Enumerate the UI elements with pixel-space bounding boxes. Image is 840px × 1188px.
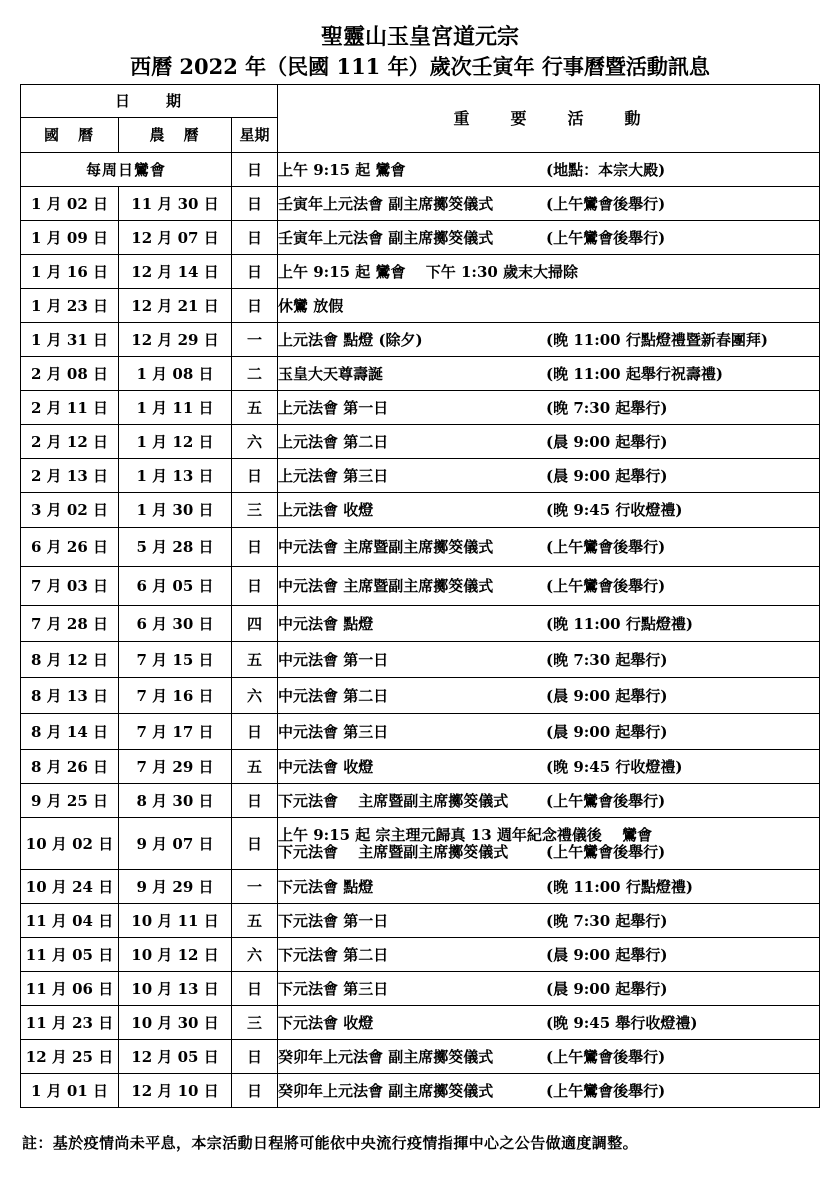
lunar-date: 9 月 29 日 [119,870,232,904]
lunar-date: 10 月 11 日 [119,904,232,938]
activity-cell [278,642,820,678]
table-row [21,904,820,938]
activity-note: (晚 7:30 起舉行) [546,650,668,669]
activity-text: 中元法會 主席暨副主席擲筊儀式 [278,577,494,595]
document-subtitle: 西曆 2022 年（民國 111 年）歲次壬寅年 行事曆暨活動訊息 [130,54,710,79]
table-row [21,1074,820,1108]
solar-date: 10 月 02 日 [21,818,119,870]
weekday: 日 [232,289,278,323]
activity-note: (晚 9:45 行收燈禮) [546,757,683,776]
activity-note: (晚 11:00 行點燈禮) [546,614,693,633]
weekday: 日 [232,459,278,493]
activity-text: 下元法會 第二日 [278,945,389,964]
weekday: 六 [232,678,278,714]
activity-note: (晨 9:00 起舉行) [546,686,668,705]
lunar-date: 1 月 30 日 [119,493,232,528]
lunar-date: 12 月 05 日 [119,1040,232,1074]
activity-text: 休鸞 放假 [278,296,344,315]
activity-cell [278,323,820,357]
solar-date: 8 月 13 日 [21,678,119,714]
weekday: 日 [232,528,278,567]
activity-note: (晨 9:00 起舉行) [546,432,668,451]
table-row [21,567,820,606]
activity-text: 中元法會 點燈 [278,614,374,633]
lunar-date: 7 月 29 日 [119,750,232,784]
lunar-date-header: 農 曆 [119,118,232,153]
solar-date: 11 月 05 日 [21,938,119,972]
weekly-activity: 上午 9:15 起 鸞會 [278,160,406,179]
lunar-date: 1 月 12 日 [119,425,232,459]
activity-cell [278,678,820,714]
activity-cell [278,289,820,323]
weekday: 四 [232,606,278,642]
lunar-date: 12 月 21 日 [119,289,232,323]
footnote: 註：基於疫情尚未平息，本宗活動日程將可能依中央流行疫情指揮中心之公告做適度調整。 [22,1134,639,1152]
activity-note: (晚 9:45 行收燈禮) [546,501,683,519]
activity-header: 重 要 活 動 [278,85,820,153]
activity-text: 上午 9:15 起 宗主理元歸真 13 週年紀念禮儀後 鸞會 [278,825,653,844]
activity-text: 壬寅年上元法會 副主席擲筊儀式 [278,228,494,247]
activity-text: 癸卯年上元法會 副主席擲筊儀式 [278,1081,494,1100]
table-row [21,1040,820,1074]
activity-cell [278,357,820,391]
activity-text: 上元法會 收燈 [278,501,374,519]
solar-date: 2 月 12 日 [21,425,119,459]
lunar-date: 10 月 12 日 [119,938,232,972]
activity-note: (晨 9:00 起舉行) [546,466,668,485]
table-row [21,714,820,750]
weekday: 六 [232,938,278,972]
solar-date: 7 月 28 日 [21,606,119,642]
weekday: 二 [232,357,278,391]
activity-note: (晚 7:30 起舉行) [546,398,668,417]
activity-text: 上元法會 第一日 [278,398,389,417]
activity-text: 中元法會 收燈 [278,757,374,776]
schedule-table [20,84,820,1108]
activity-text: 上午 9:15 起 鸞會 下午 1:30 歲末大掃除 [278,262,579,281]
solar-date: 8 月 12 日 [21,642,119,678]
lunar-date: 12 月 07 日 [119,221,232,255]
activity-cell [278,750,820,784]
activity-cell [278,606,820,642]
activity-cell [278,818,820,870]
activity-text: 下元法會 第三日 [278,979,389,998]
solar-date: 3 月 02 日 [21,493,119,528]
table-row [21,187,820,221]
lunar-date: 12 月 29 日 [119,323,232,357]
weekday: 一 [232,870,278,904]
solar-date: 1 月 23 日 [21,289,119,323]
solar-date: 12 月 25 日 [21,1040,119,1074]
table-row [21,255,820,289]
table-row [21,938,820,972]
solar-date: 1 月 02 日 [21,187,119,221]
weekly-activity-cell [278,153,820,187]
activity-cell [278,904,820,938]
lunar-date: 12 月 10 日 [119,1074,232,1108]
activity-cell [278,187,820,221]
solar-date: 11 月 04 日 [21,904,119,938]
activity-note: (晚 7:30 起舉行) [546,911,668,930]
activity-cell [278,459,820,493]
activity-text: 上元法會 第二日 [278,432,389,451]
solar-date: 1 月 01 日 [21,1074,119,1108]
weekday: 日 [232,1040,278,1074]
table-row [21,289,820,323]
weekday: 一 [232,323,278,357]
activity-text: 上元法會 第三日 [278,466,389,485]
weekday: 日 [232,1074,278,1108]
table-row [21,459,820,493]
activity-note: (上午鸞會後舉行) [546,538,666,556]
lunar-date: 1 月 08 日 [119,357,232,391]
table-row [21,221,820,255]
activity-cell [278,1040,820,1074]
lunar-date: 7 月 16 日 [119,678,232,714]
activity-note: (上午鸞會後舉行) [546,228,666,247]
activity-text: 上元法會 點燈 (除夕) [278,330,423,349]
solar-date: 2 月 08 日 [21,357,119,391]
activity-cell [278,972,820,1006]
weekday: 日 [232,187,278,221]
activity-note: (晚 11:00 行點燈禮) [546,877,693,896]
activity-cell [278,567,820,606]
solar-date: 7 月 03 日 [21,567,119,606]
weekday: 五 [232,642,278,678]
activity-note: (上午鸞會後舉行) [546,1081,666,1100]
table-row [21,818,820,870]
activity-cell [278,221,820,255]
weekly-weekday: 日 [232,153,278,187]
activity-note: (上午鸞會後舉行) [546,842,666,861]
solar-date: 8 月 14 日 [21,714,119,750]
weekday: 日 [232,972,278,1006]
activity-cell [278,1006,820,1040]
weekday: 五 [232,750,278,784]
lunar-date: 10 月 30 日 [119,1006,232,1040]
table-row [21,678,820,714]
table-row [21,972,820,1006]
document-title: 聖靈山玉皇宮道元宗 [320,24,519,50]
table-row [21,425,820,459]
activity-note: (晨 9:00 起舉行) [546,722,668,741]
activity-note: (上午鸞會後舉行) [546,1047,666,1066]
weekday: 五 [232,391,278,425]
activity-text: 玉皇大天尊壽誕 [278,364,384,383]
lunar-date: 7 月 17 日 [119,714,232,750]
activity-cell [278,528,820,567]
activity-text: 中元法會 第三日 [278,722,389,741]
weekday: 日 [232,784,278,818]
activity-text: 下元法會 收燈 [278,1013,374,1032]
activity-cell [278,493,820,528]
solar-date: 11 月 06 日 [21,972,119,1006]
weekday: 日 [232,221,278,255]
lunar-date: 8 月 30 日 [119,784,232,818]
table-row [21,642,820,678]
table-row [21,870,820,904]
activity-text: 中元法會 主席暨副主席擲筊儀式 [278,538,494,556]
activity-note: (晨 9:00 起舉行) [546,945,668,964]
activity-text: 中元法會 第二日 [278,686,389,705]
table-row [21,750,820,784]
solar-date: 10 月 24 日 [21,870,119,904]
weekday-header: 星期 [232,118,278,153]
lunar-date: 7 月 15 日 [119,642,232,678]
activity-cell [278,870,820,904]
activity-text: 下元法會 主席暨副主席擲筊儀式 [278,842,509,861]
table-row [21,493,820,528]
solar-date: 1 月 16 日 [21,255,119,289]
table-row [21,606,820,642]
activity-cell [278,425,820,459]
activity-note: (晚 9:45 舉行收燈禮) [546,1013,698,1032]
activity-cell [278,714,820,750]
lunar-date: 6 月 30 日 [119,606,232,642]
table-row [21,528,820,567]
weekday: 五 [232,904,278,938]
activity-text: 下元法會 點燈 [278,877,374,896]
activity-cell [278,938,820,972]
activity-note: (晚 11:00 行點燈禮暨新春團拜) [546,330,768,349]
lunar-date: 5 月 28 日 [119,528,232,567]
weekday: 三 [232,1006,278,1040]
table-row [21,323,820,357]
activity-note: (上午鸞會後舉行) [546,194,666,213]
activity-note: (晨 9:00 起舉行) [546,979,668,998]
solar-date: 2 月 13 日 [21,459,119,493]
solar-date-header: 國 曆 [21,118,119,153]
solar-date: 2 月 11 日 [21,391,119,425]
lunar-date: 1 月 13 日 [119,459,232,493]
weekly-label: 每周日鸞會 [21,153,232,187]
lunar-date: 6 月 05 日 [119,567,232,606]
activity-cell [278,391,820,425]
activity-cell [278,784,820,818]
solar-date: 11 月 23 日 [21,1006,119,1040]
activity-text: 下元法會 第一日 [278,911,389,930]
activity-text: 壬寅年上元法會 副主席擲筊儀式 [278,194,494,213]
weekday: 日 [232,818,278,870]
solar-date: 6 月 26 日 [21,528,119,567]
table-row [21,357,820,391]
lunar-date: 9 月 07 日 [119,818,232,870]
table-row [21,784,820,818]
activity-note: (上午鸞會後舉行) [546,791,666,810]
activity-cell [278,255,820,289]
activity-text: 癸卯年上元法會 副主席擲筊儀式 [278,1047,494,1066]
lunar-date: 11 月 30 日 [119,187,232,221]
weekly-note: (地點：本宗大殿) [546,160,666,179]
solar-date: 1 月 31 日 [21,323,119,357]
activity-cell [278,1074,820,1108]
weekday: 日 [232,567,278,606]
activity-note: (晚 11:00 起舉行祝壽禮) [546,364,723,383]
weekday: 六 [232,425,278,459]
solar-date: 1 月 09 日 [21,221,119,255]
table-row [21,1006,820,1040]
lunar-date: 10 月 13 日 [119,972,232,1006]
activity-note: (上午鸞會後舉行) [546,577,666,595]
weekday: 三 [232,493,278,528]
weekly-row [21,153,820,187]
solar-date: 8 月 26 日 [21,750,119,784]
activity-text: 下元法會 主席暨副主席擲筊儀式 [278,791,509,810]
solar-date: 9 月 25 日 [21,784,119,818]
table-row [21,391,820,425]
weekday: 日 [232,255,278,289]
lunar-date: 1 月 11 日 [119,391,232,425]
activity-text: 中元法會 第一日 [278,650,389,669]
date-group-header: 日 期 [21,85,278,118]
lunar-date: 12 月 14 日 [119,255,232,289]
weekday: 日 [232,714,278,750]
